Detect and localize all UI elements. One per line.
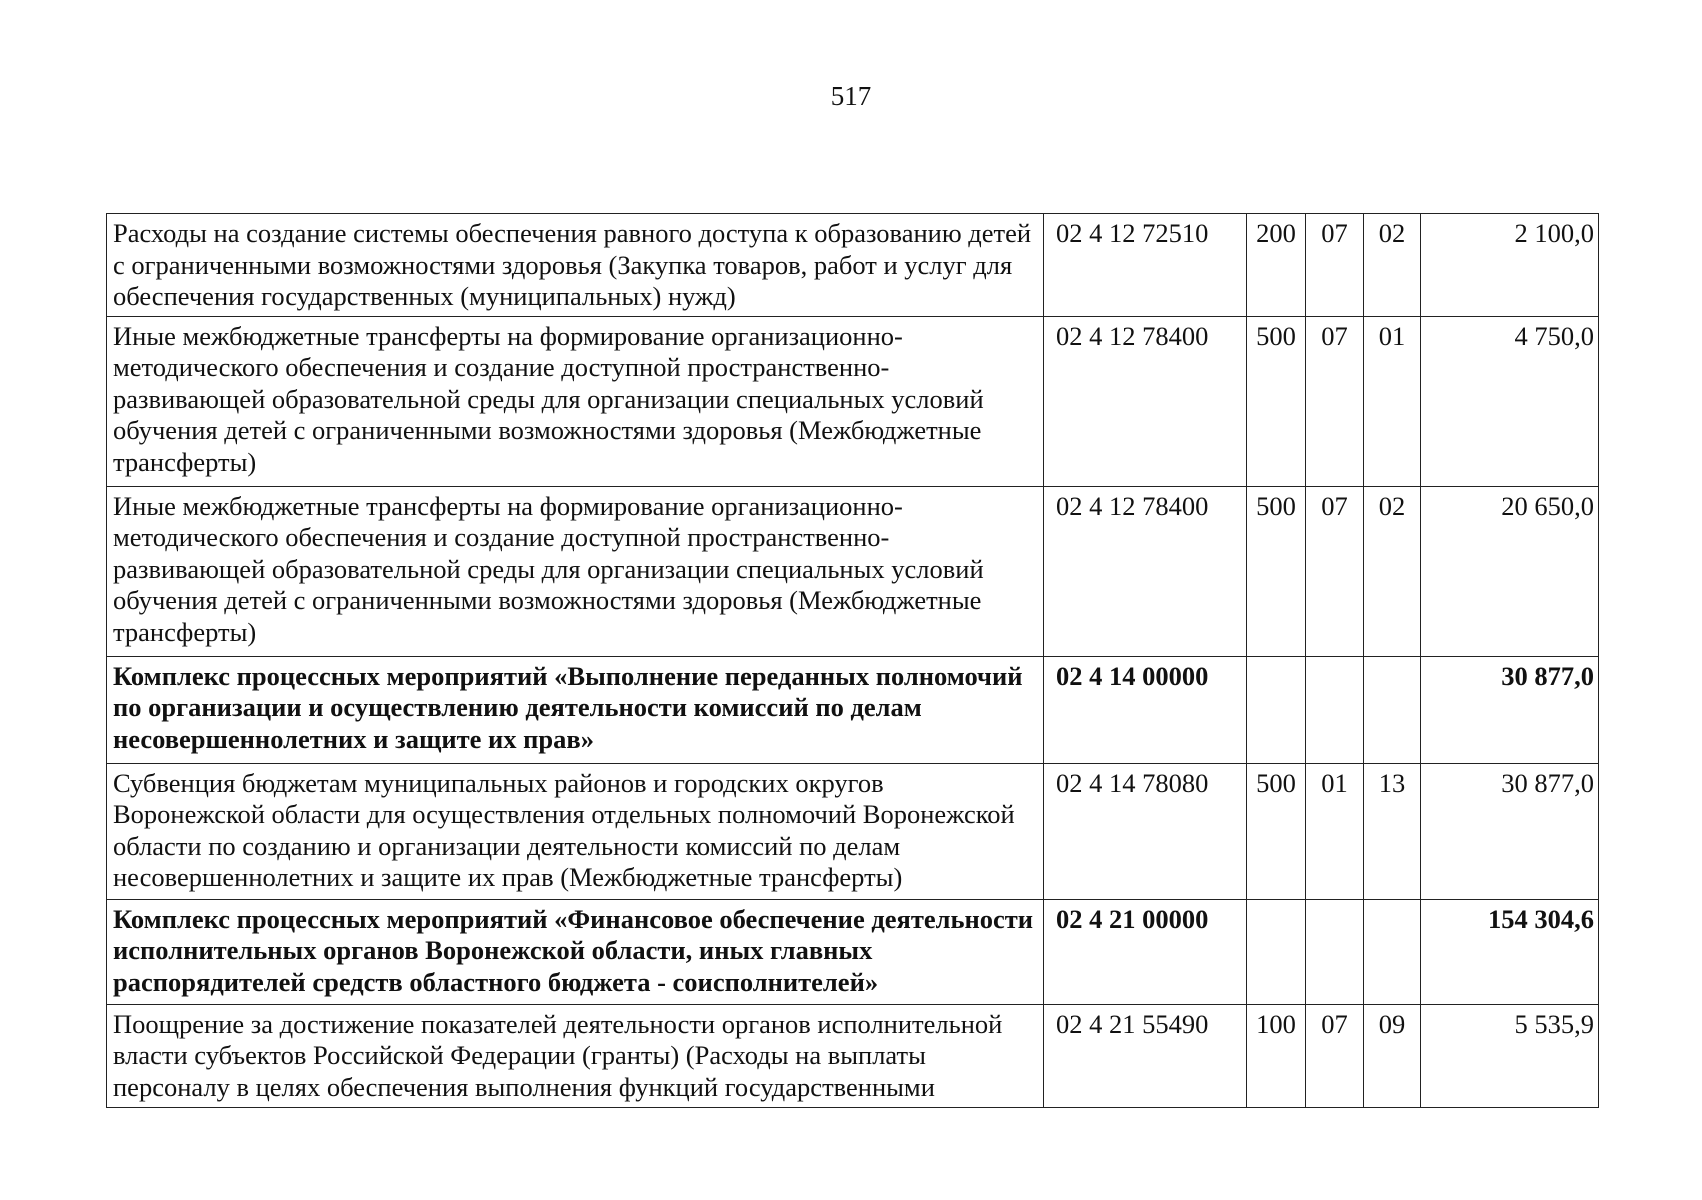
row-target-code: 02 4 14 78080 <box>1044 763 1247 899</box>
table-row-group-header <box>107 656 1599 763</box>
row-expense-type: 200 <box>1247 214 1306 317</box>
table-row <box>107 763 1599 899</box>
row-amount: 154 304,6 <box>1421 899 1599 1004</box>
row-subsection <box>1364 899 1421 1004</box>
row-target-code: 02 4 21 55490 <box>1044 1004 1247 1107</box>
row-description: Расходы на создание системы обеспечения равного доступа к образованию детей с ограниченными возможностями здоровья (Закупка товаров, работ и услуг для обеспечения государственных (муниципальных) нужд) <box>107 214 1044 317</box>
row-expense-type <box>1247 656 1306 763</box>
row-subsection <box>1364 656 1421 763</box>
row-expense-type: 500 <box>1247 316 1306 486</box>
table-row <box>107 316 1599 486</box>
row-section: 07 <box>1306 1004 1364 1107</box>
row-target-code: 02 4 21 00000 <box>1044 899 1247 1004</box>
row-target-code: 02 4 12 78400 <box>1044 486 1247 656</box>
row-section: 07 <box>1306 316 1364 486</box>
row-amount: 2 100,0 <box>1421 214 1599 317</box>
row-expense-type <box>1247 899 1306 1004</box>
row-subsection: 01 <box>1364 316 1421 486</box>
table-row <box>107 486 1599 656</box>
row-description: Иные межбюджетные трансферты на формирование организационно-методического обеспечения и создание доступной пространственно-развивающей образовательной среды для организации специальных условий обучения детей с ограниченными возможностями здоровья (Межбюджетные трансферты) <box>107 316 1044 486</box>
row-expense-type: 500 <box>1247 486 1306 656</box>
row-amount: 5 535,9 <box>1421 1004 1599 1107</box>
row-subsection: 02 <box>1364 486 1421 656</box>
row-subsection: 02 <box>1364 214 1421 317</box>
row-description: Комплекс процессных мероприятий «Финансовое обеспечение деятельности исполнительных органов Воронежской области, иных главных распорядителей средств областного бюджета - соисполнителей» <box>107 899 1044 1004</box>
table-row <box>107 1004 1599 1107</box>
page-number: 517 <box>830 81 872 111</box>
row-target-code: 02 4 12 72510 <box>1044 214 1247 317</box>
table-row-group-header <box>107 899 1599 1004</box>
row-subsection: 13 <box>1364 763 1421 899</box>
row-amount: 30 877,0 <box>1421 656 1599 763</box>
row-subsection: 09 <box>1364 1004 1421 1107</box>
row-expense-type: 500 <box>1247 763 1306 899</box>
row-section <box>1306 656 1364 763</box>
row-section <box>1306 899 1364 1004</box>
row-amount: 20 650,0 <box>1421 486 1599 656</box>
budget-table <box>106 213 1599 1108</box>
row-section: 07 <box>1306 486 1364 656</box>
row-description: Комплекс процессных мероприятий «Выполнение переданных полномочий по организации и осуществлению деятельности комиссий по делам несовершеннолетних и защите их прав» <box>107 656 1044 763</box>
row-description: Поощрение за достижение показателей деятельности органов исполнительной власти субъектов Российской Федерации (гранты) (Расходы на выплаты персоналу в целях обеспечения выполнения функций государственными <box>107 1004 1044 1107</box>
row-section: 01 <box>1306 763 1364 899</box>
row-section: 07 <box>1306 214 1364 317</box>
row-amount: 30 877,0 <box>1421 763 1599 899</box>
row-target-code: 02 4 12 78400 <box>1044 316 1247 486</box>
row-description: Иные межбюджетные трансферты на формирование организационно-методического обеспечения и создание доступной пространственно-развивающей образовательной среды для организации специальных условий обучения детей с ограниченными возможностями здоровья (Межбюджетные трансферты) <box>107 486 1044 656</box>
row-expense-type: 100 <box>1247 1004 1306 1107</box>
row-amount: 4 750,0 <box>1421 316 1599 486</box>
row-description: Субвенция бюджетам муниципальных районов и городских округов Воронежской области для осуществления отдельных полномочий Воронежской области по созданию и организации деятельности комиссий по делам несовершеннолетних и защите их прав (Межбюджетные трансферты) <box>107 763 1044 899</box>
table-row <box>107 214 1599 317</box>
row-target-code: 02 4 14 00000 <box>1044 656 1247 763</box>
